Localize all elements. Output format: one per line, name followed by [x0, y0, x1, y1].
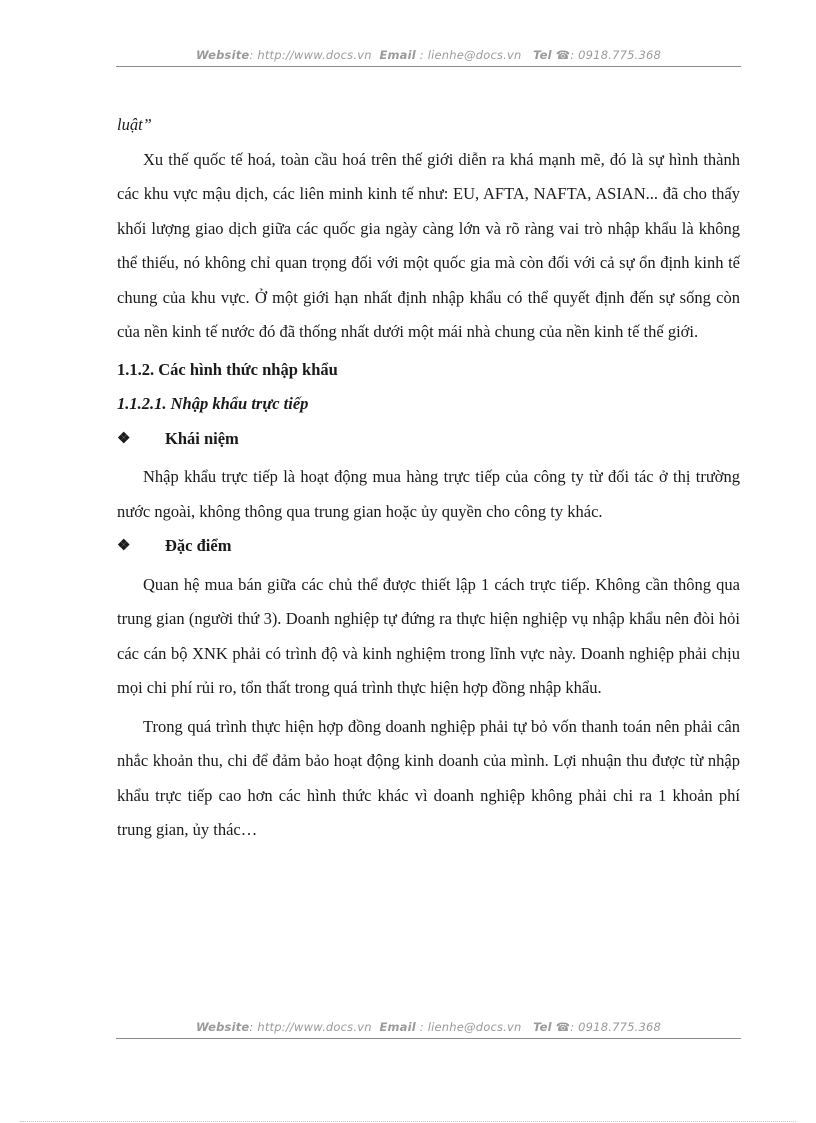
paragraph-globalization: Xu thế quốc tế hoá, toàn cầu hoá trên thế giới diễn ra khá mạnh mẽ, đó là sự hình thành các khu vực mậu dịch, các liên minh kinh tế như: EU, AFTA, NAFTA, ASIAN... đã cho thấy khối lượng giao dịch giữa các quốc gia ngày càng lớn và rõ ràng vai trò nhập khẩu là không thể thiếu, nó không chỉ quan trọng đối với một quốc gia mà còn đối với cả sự ổn định kinh tế chung của khu vực. Ở một giới hạn nhất định nhập khẩu có thể quyết định đến sự sống còn của nền kinh tế nước đó đã thống nhất dưới một mái nhà chung của nền kinh tế thế giới. — [117, 149, 740, 341]
header-tel-value: : 0918.775.368 — [570, 48, 662, 62]
paragraph-definition: Nhập khẩu trực tiếp là hoạt động mua hàng trực tiếp của công ty từ đối tác ở thị trường nước ngoài, không thông qua trung gian hoặc ủy quyền cho công ty khác. — [117, 467, 740, 521]
bullet-features — [117, 529, 740, 564]
diamond-bullet-icon: ❖ — [117, 538, 131, 554]
footer-website-value: : http://www.docs.vn — [249, 1020, 372, 1034]
footer-email-label: Email — [379, 1020, 416, 1034]
header-email-value: : lienhe@docs.vn — [419, 48, 522, 62]
section-heading: 1.1.2. Các hình thức nhập khẩu — [117, 359, 338, 379]
phone-icon: ☎ — [555, 48, 571, 62]
footer-email-value: : lienhe@docs.vn — [419, 1020, 522, 1034]
header-website-label: Website — [195, 48, 250, 62]
paragraph-continuation: luật” — [117, 115, 152, 134]
header-tel-label: Tel — [533, 48, 552, 62]
bullet-concept-label: Khái niệm — [165, 428, 239, 448]
header-email-label: Email — [379, 48, 416, 62]
page-footer — [116, 1020, 741, 1034]
paragraph-profit: Trong quá trình thực hiện hợp đồng doanh nghiệp phải tự bỏ vốn thanh toán nên phải cân nhắc khoản thu, chi để đảm bảo hoạt động kinh doanh của mình. Lợi nhuận thu được từ nhập khẩu trực tiếp cao hơn các hình thức khác vì doanh nghiệp không phải chi ra 1 khoản phí trung gian, ủy thác… — [117, 716, 740, 839]
page-header — [116, 48, 741, 62]
bullet-concept — [117, 422, 740, 457]
phone-icon: ☎ — [555, 1020, 571, 1034]
bullet-features-label: Đặc điểm — [165, 536, 232, 555]
subsection-heading: 1.1.2.1. Nhập khẩu trực tiếp — [117, 394, 309, 413]
footer-tel-value: : 0918.775.368 — [570, 1020, 662, 1034]
diamond-bullet-icon: ❖ — [117, 430, 131, 447]
footer-tel-label: Tel — [533, 1020, 552, 1034]
paragraph-features: Quan hệ mua bán giữa các chủ thể được thiết lập 1 cách trực tiếp. Không cần thông qua trung gian (người thứ 3). Doanh nghiệp tự đứng ra thực hiện nghiệp vụ nhập khẩu nên đòi hỏi các cán bộ XNK phải có trình độ và kinh nghiệm trong lĩnh vực này. Doanh nghiệp phải chịu mọi chi phí rủi ro, tổn thất trong quá trình thực hiện hợp đồng nhập khẩu. — [117, 574, 740, 697]
page-edge-dots — [20, 1121, 796, 1122]
footer-website-label: Website — [195, 1020, 250, 1034]
page-body — [117, 108, 740, 848]
footer-rule — [116, 1038, 741, 1039]
header-website-value: : http://www.docs.vn — [249, 48, 372, 62]
header-rule — [116, 66, 741, 67]
